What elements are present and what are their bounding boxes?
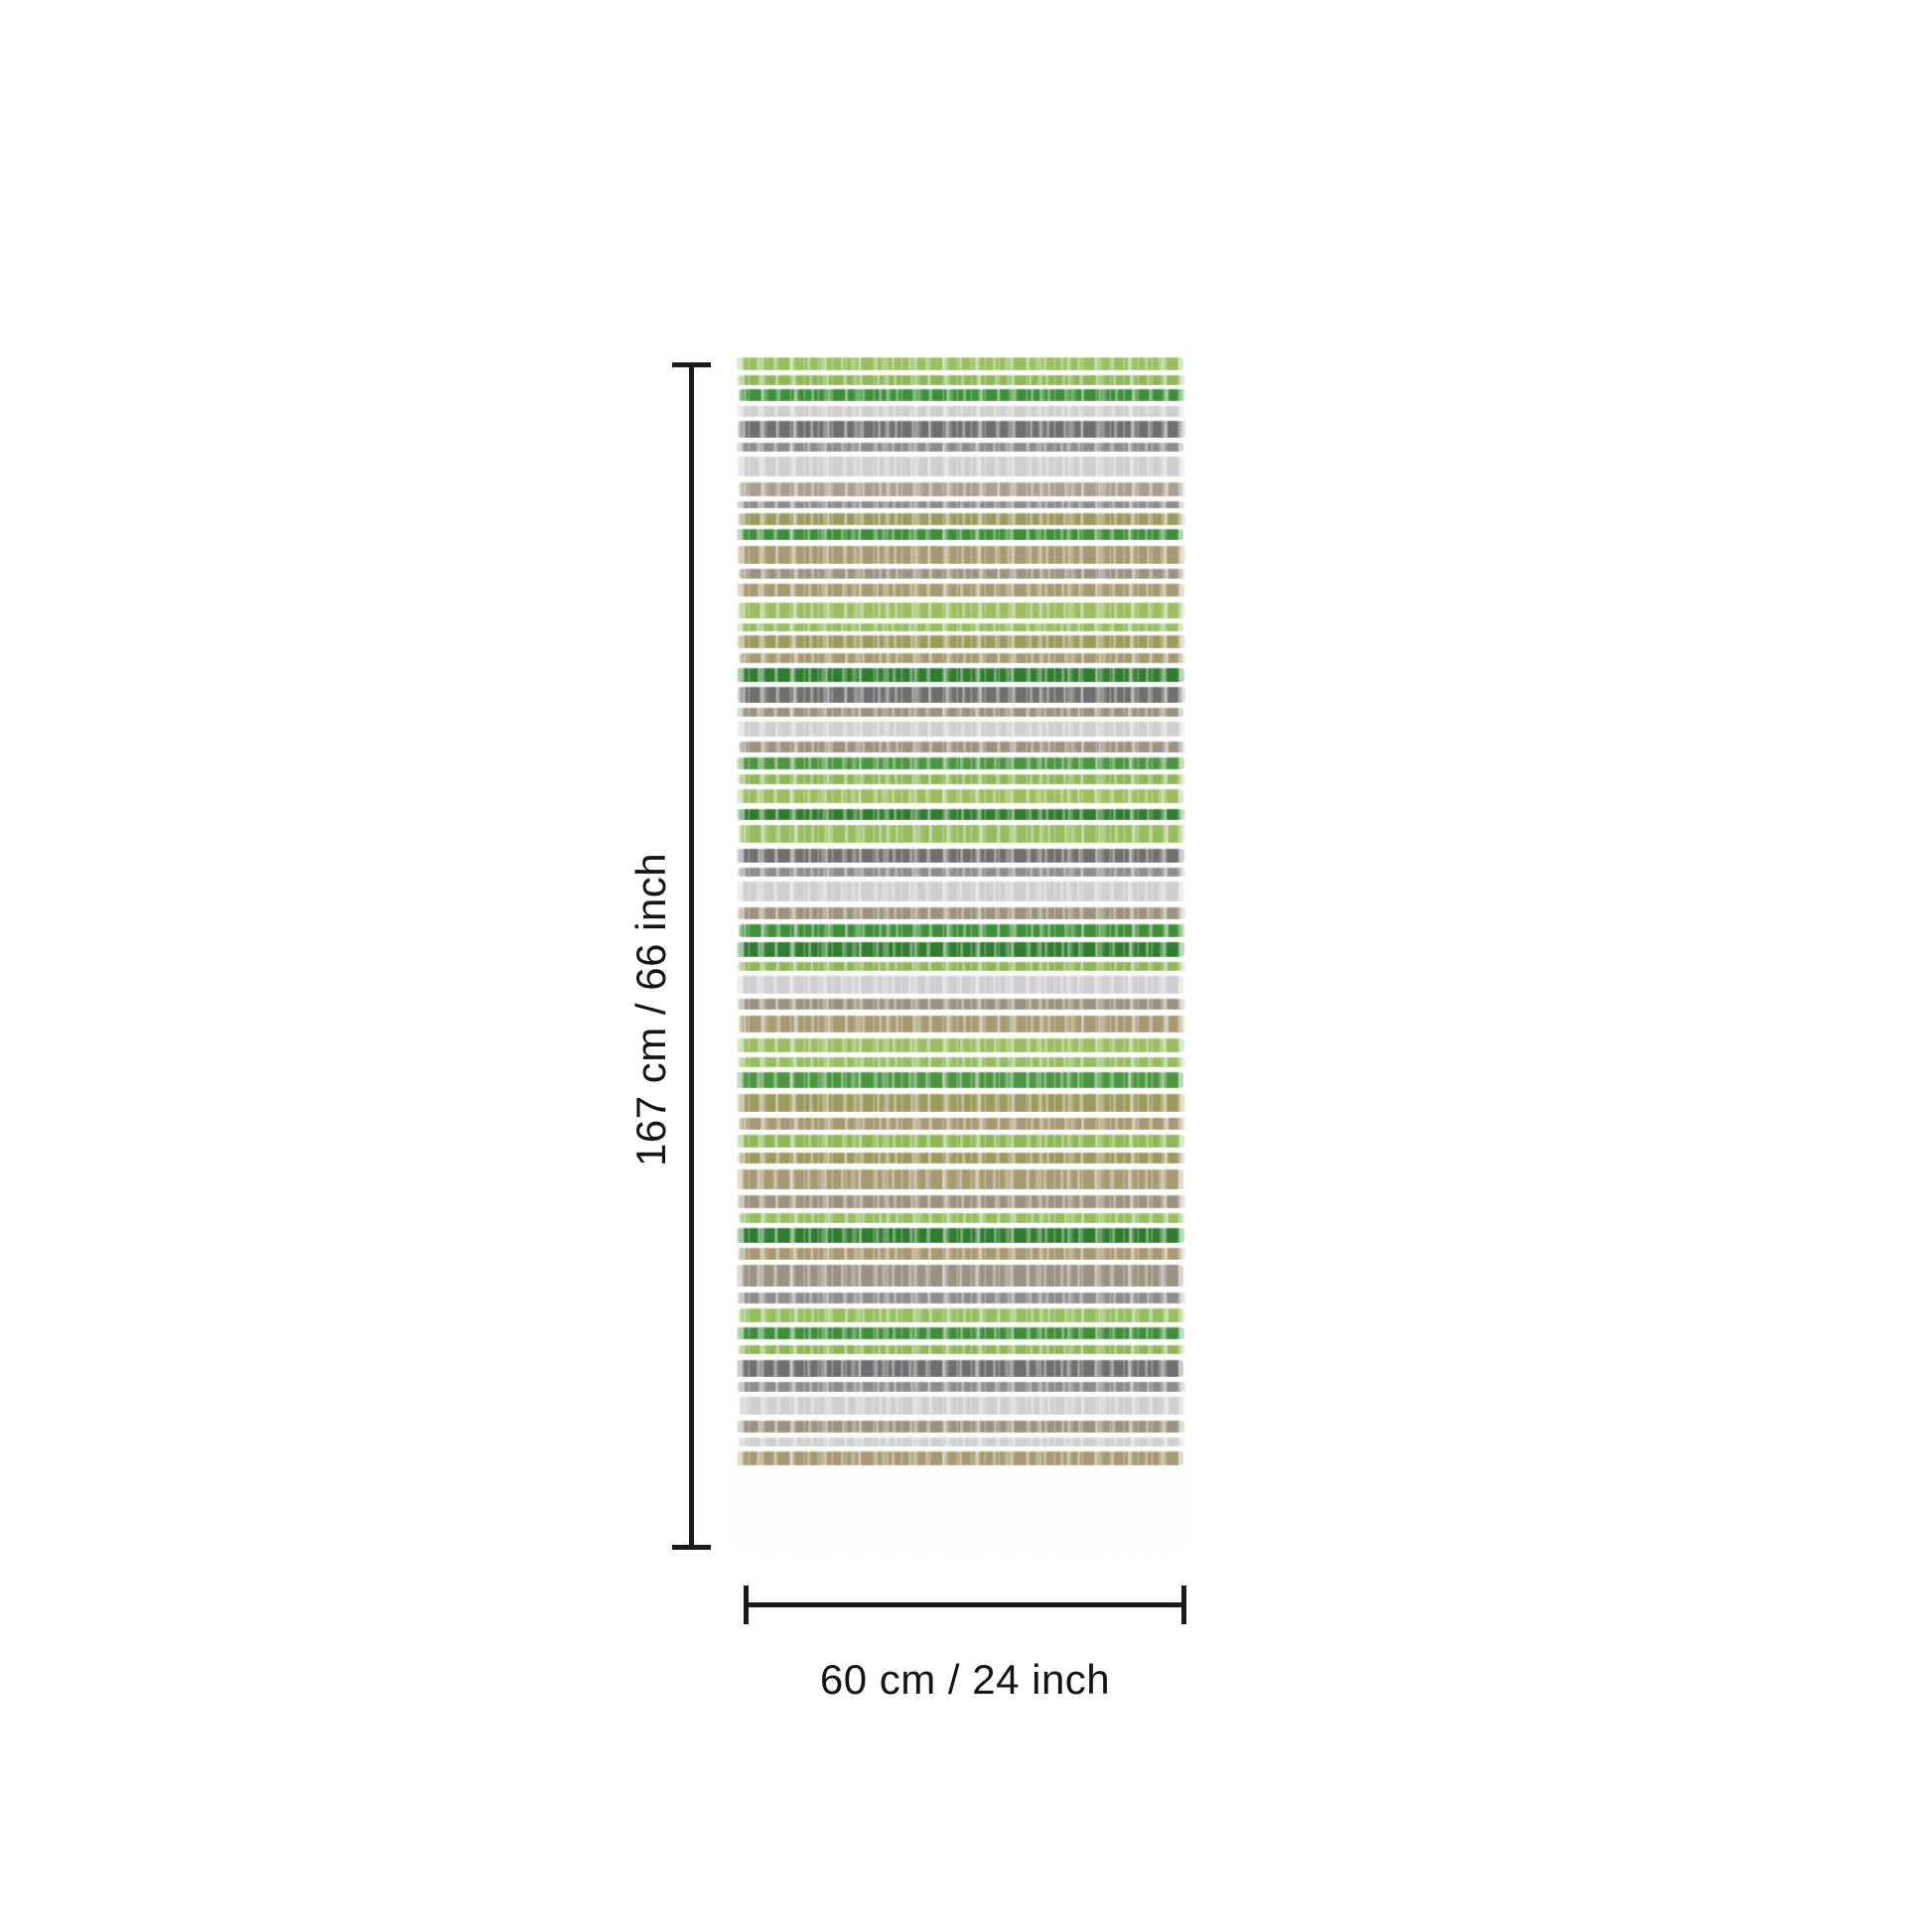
rug-stripe-band	[737, 668, 1184, 682]
rug-stripe-band	[737, 708, 1183, 717]
rug-stripe	[737, 789, 1185, 803]
rug-stripe	[737, 1170, 1185, 1189]
rug-stripe-band	[737, 789, 1183, 803]
rug-stripe	[737, 457, 1185, 477]
rug-stripe-band	[737, 1382, 1185, 1392]
height-dimension-cap-bottom	[672, 1545, 711, 1550]
rug-stripe-band	[737, 1135, 1184, 1148]
rug-stripe	[737, 1228, 1185, 1243]
width-dimension-line	[744, 1602, 1186, 1607]
rug-stripe-band	[738, 687, 1185, 703]
rug-stripe-band	[737, 457, 1185, 477]
rug-stripe	[737, 529, 1185, 540]
rug-stripe	[737, 546, 1185, 564]
rug-stripe	[737, 1038, 1185, 1052]
rug-stripe-band	[738, 1345, 1185, 1354]
rug-stripe	[737, 774, 1185, 784]
rug-stripe-band	[737, 1195, 1185, 1208]
rug-stripe-band	[738, 774, 1185, 784]
rug-stripe-band	[738, 1057, 1185, 1067]
rug-stripe-band	[737, 1293, 1185, 1304]
rug-stripe	[737, 1094, 1185, 1112]
rug-stripe	[737, 1135, 1185, 1148]
rug-stripe-band	[737, 976, 1183, 994]
rug-stripe	[737, 375, 1185, 385]
rug-stripe	[737, 722, 1185, 737]
rug-stripe	[737, 406, 1185, 417]
rug-stripe	[737, 1421, 1185, 1433]
rug-stripe-band	[738, 513, 1185, 525]
rug-stripe-band	[737, 1265, 1183, 1287]
rug-stripe	[737, 443, 1185, 452]
rug-stripe	[737, 1360, 1185, 1377]
rug-stripe	[737, 1438, 1185, 1447]
rug-stripe	[737, 868, 1185, 877]
rug-stripe-band	[738, 1153, 1185, 1164]
rug-stripe-band	[739, 1213, 1185, 1223]
width-dimension-cap-left	[744, 1586, 749, 1624]
rug-stripe-band	[737, 584, 1184, 597]
rug-stripe	[737, 758, 1185, 769]
height-dimension-cap-top	[672, 362, 711, 367]
rug-stripe	[737, 569, 1185, 579]
rug-stripe	[737, 976, 1185, 994]
rug-stripe	[737, 809, 1185, 820]
rug-stripe-band	[738, 962, 1185, 971]
rug-stripe-band	[739, 825, 1185, 843]
rug-stripe-band	[737, 849, 1184, 863]
rug-stripe-band	[737, 501, 1184, 508]
rug-stripe	[737, 1213, 1185, 1223]
rug-stripe-band	[737, 999, 1185, 1010]
rug-stripe	[737, 742, 1185, 753]
rug-stripe	[737, 1153, 1185, 1164]
rug-stripe-band	[739, 742, 1185, 753]
rug-stripe	[737, 1195, 1185, 1208]
rug-stripe-band	[737, 942, 1184, 957]
rug-stripe-band	[737, 758, 1184, 769]
rug-stripe-band	[739, 1118, 1185, 1130]
rug-stripe	[737, 687, 1185, 703]
rug-stripe	[737, 653, 1185, 663]
rug-stripe-band	[739, 389, 1185, 401]
rug-stripe-band	[739, 1016, 1185, 1033]
rug-stripe	[737, 623, 1185, 631]
rug-stripe	[737, 1327, 1185, 1339]
rug-stripe	[737, 1309, 1185, 1322]
rug-stripe-band	[739, 1397, 1185, 1415]
rug-stripe	[737, 1057, 1185, 1067]
height-dimension-label: 167 cm / 66 inch	[627, 852, 674, 1167]
rug-stripe-band	[737, 1072, 1183, 1088]
rug-stripe-band	[737, 1038, 1184, 1052]
rug-stripe	[737, 357, 1185, 370]
rug-stripe-band	[737, 443, 1183, 452]
rug-stripe-band	[738, 603, 1185, 619]
rug-stripe	[737, 1072, 1185, 1088]
rug-stripe-band	[737, 907, 1185, 919]
rug-stripe-band	[737, 809, 1185, 820]
rug-stripe	[737, 924, 1185, 937]
rug-stripe-band	[737, 722, 1185, 737]
rug-stripe-band	[738, 1438, 1185, 1447]
height-dimension-line	[689, 362, 694, 1550]
rug-stripe-band	[738, 421, 1185, 438]
rug-stripe-band	[738, 868, 1185, 877]
rug-stripe-band	[738, 1248, 1185, 1260]
rug-stripe	[737, 1293, 1185, 1304]
rug-stripe-band	[737, 1421, 1184, 1433]
rug-stripe	[737, 1265, 1185, 1287]
rug-stripe-band	[737, 1465, 1184, 1554]
rug-stripe	[737, 1118, 1185, 1130]
rug-stripe-band	[739, 653, 1185, 663]
rug-stripe-band	[737, 546, 1185, 564]
rug-stripe	[737, 825, 1185, 843]
rug-stripe-band	[737, 375, 1185, 385]
rug-stripe	[737, 942, 1185, 957]
rug-stripe	[737, 635, 1185, 648]
rug-stripe-band	[737, 529, 1183, 540]
rug-stripe	[737, 907, 1185, 919]
rug-stripe-band	[739, 1309, 1185, 1322]
rug-stripe-pattern	[737, 357, 1185, 1554]
rug-stripe	[737, 999, 1185, 1010]
rug-stripe	[737, 483, 1185, 496]
rug-stripe	[737, 1465, 1185, 1554]
rug-stripe-band	[737, 1094, 1185, 1112]
rug-stripe	[737, 849, 1185, 863]
rug-stripe-band	[739, 483, 1185, 496]
rug-stripe	[737, 1016, 1185, 1033]
rug-stripe	[737, 1345, 1185, 1354]
rug-stripe-band	[739, 924, 1185, 937]
rug-stripe	[737, 421, 1185, 438]
rug-stripe	[737, 882, 1185, 901]
rug-stripe-band	[737, 1451, 1183, 1465]
rug-stripe	[737, 389, 1185, 401]
rug-stripe-band	[739, 569, 1185, 579]
rug-stripe	[737, 1382, 1185, 1392]
rug-stripe	[737, 603, 1185, 619]
rug-stripe	[737, 1248, 1185, 1260]
rug-stripe	[737, 1451, 1185, 1465]
rug-stripe-band	[737, 1360, 1183, 1377]
rug-stripe-band	[737, 1228, 1184, 1243]
rug-product-image	[737, 357, 1185, 1554]
rug-stripe	[737, 708, 1185, 717]
rug-stripe	[737, 1397, 1185, 1415]
rug-stripe	[737, 501, 1185, 508]
rug-stripe	[737, 668, 1185, 682]
rug-stripe-band	[737, 1170, 1183, 1189]
rug-stripe-band	[737, 1327, 1184, 1339]
width-dimension-cap-right	[1181, 1586, 1186, 1624]
rug-stripe-band	[737, 882, 1183, 901]
rug-stripe	[737, 962, 1185, 971]
width-dimension-label: 60 cm / 24 inch	[819, 1656, 1111, 1703]
rug-stripe	[737, 584, 1185, 597]
rug-stripe	[737, 513, 1185, 525]
rug-stripe-band	[737, 357, 1183, 370]
rug-stripe-band	[737, 623, 1183, 631]
rug-stripe-band	[737, 406, 1184, 417]
rug-stripe-band	[737, 635, 1185, 648]
